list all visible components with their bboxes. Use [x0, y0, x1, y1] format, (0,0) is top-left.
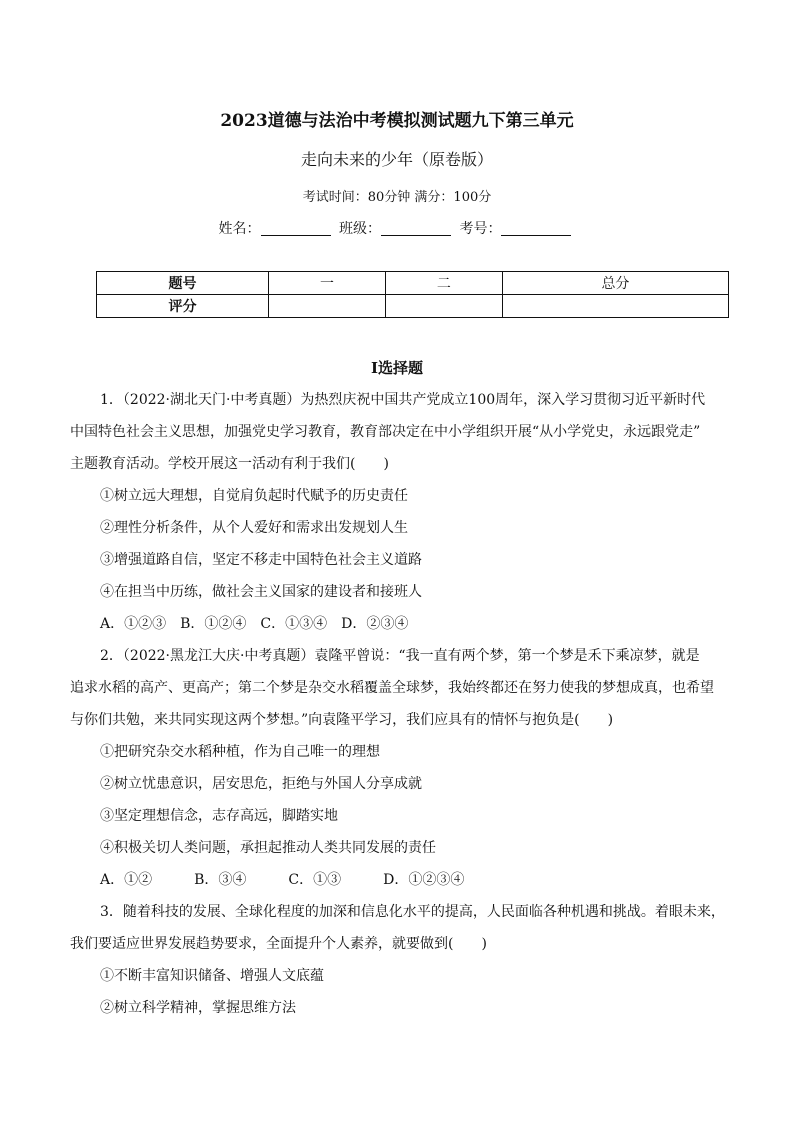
- score-table: [96, 271, 729, 318]
- question-stem-line: 我们要适应世界发展趋势要求，全面提升个人素养，就要做到( ): [70, 936, 487, 952]
- answer-choices: A．①②③ B．①②④ C．①③④ D．②③④: [100, 616, 409, 632]
- statement-item: ②理性分析条件，从个人爱好和需求出发规划人生: [100, 520, 408, 536]
- document-subtitle: 走向未来的少年（原卷版）: [300, 150, 493, 169]
- score-cell[interactable]: [385, 295, 502, 318]
- question-stem-line: 追求水稻的高产、更高产；第二个梦是杂交水稻覆盖全球梦，我始终都还在努力使我的梦想成真，也希望: [70, 680, 714, 696]
- statement-item: ②树立忧患意识，居安思危，拒绝与外国人分享成就: [100, 776, 422, 792]
- table-cell: 题号: [97, 272, 269, 295]
- table-cell: 一: [269, 272, 386, 295]
- table-cell: 总分: [502, 272, 728, 295]
- student-info-row: [0, 218, 794, 238]
- question-stem-line: 中国特色社会主义思想，加强党史学习教育，教育部决定在中小学组织开展“从小学党史，永远跟党走”: [70, 424, 701, 440]
- question-2: [70, 640, 730, 896]
- score-table-header-row: [97, 272, 729, 295]
- score-table-row: [97, 295, 729, 318]
- exam-info: 考试时间：80分钟 满分：100分: [302, 190, 492, 205]
- question-1: [70, 384, 730, 640]
- statement-item: ①树立远大理想，自觉肩负起时代赋予的历史责任: [100, 488, 408, 504]
- statement-item: ①把研究杂交水稻种植，作为自己唯一的理想: [100, 744, 380, 760]
- question-stem-line: 1．（2022·湖北天门·中考真题）为热烈庆祝中国共产党成立100周年，深入学习贯彻习近平新时代: [100, 392, 706, 408]
- class-blank[interactable]: [381, 221, 451, 236]
- table-cell: 评分: [97, 295, 269, 318]
- statement-item: ④积极关切人类问题，承担起推动人类共同发展的责任: [100, 840, 436, 856]
- statement-item: ②树立科学精神，掌握思维方法: [100, 1000, 296, 1016]
- section-title: Ⅰ选择题: [370, 359, 424, 377]
- class-label: 班级：: [339, 221, 381, 237]
- score-cell[interactable]: [269, 295, 386, 318]
- question-stem-line: 主题教育活动。学校开展这一活动有利于我们( ): [70, 456, 389, 472]
- exam-no-label: 考号：: [459, 221, 502, 237]
- name-blank[interactable]: [261, 221, 331, 236]
- table-cell: 二: [385, 272, 502, 295]
- score-cell[interactable]: [502, 295, 728, 318]
- statement-item: ③增强道路自信，坚定不移走中国特色社会主义道路: [100, 552, 422, 568]
- question-3: [70, 896, 730, 1024]
- document-title: 2023道德与法治中考模拟测试题九下第三单元: [220, 111, 574, 131]
- question-stem-line: 与你们共勉，来共同实现这两个梦想。”向袁隆平学习，我们应具有的情怀与抱负是( ): [70, 712, 614, 728]
- answer-choices: A．①② B．③④ C．①③ D．①②③④: [100, 872, 465, 888]
- statement-item: ③坚定理想信念，志存高远，脚踏实地: [100, 808, 338, 824]
- statement-item: ①不断丰富知识储备、增强人文底蕴: [100, 968, 324, 984]
- exam-no-blank[interactable]: [501, 221, 571, 236]
- question-stem-line: 2．（2022·黑龙江大庆·中考真题）袁隆平曾说：“我一直有两个梦，第一个梦是禾下乘凉梦，就是: [100, 648, 700, 664]
- question-stem-line: 3．随着科技的发展、全球化程度的加深和信息化水平的提高，人民面临各种机遇和挑战。着眼未来，: [100, 904, 725, 920]
- name-label: 姓名：: [218, 221, 261, 237]
- statement-item: ④在担当中历练，做社会主义国家的建设者和接班人: [100, 584, 422, 600]
